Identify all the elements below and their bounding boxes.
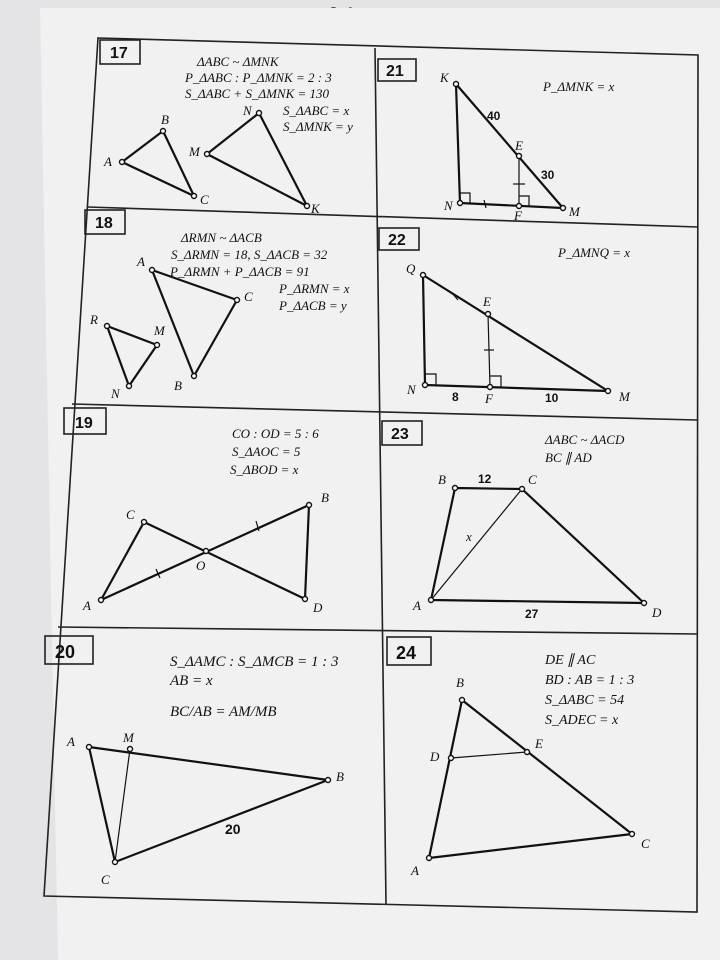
vertex-label: A — [137, 254, 145, 269]
problem-number: 19 — [75, 415, 93, 432]
vertex-label: E — [483, 294, 491, 309]
vertex-label: N — [243, 103, 252, 118]
vertex-label: R — [90, 312, 98, 327]
vertex-label: C — [528, 472, 537, 487]
statement-line: ΔABC ~ ΔMNK — [197, 54, 279, 69]
vertex-label: D — [652, 605, 662, 620]
vertex-label: F — [514, 208, 522, 223]
statement-line: S_ΔABC = x — [283, 103, 350, 118]
statement-line: S_ΔBOD = x — [230, 462, 299, 477]
problem-number: 23 — [391, 426, 409, 443]
side-label: 8 — [452, 390, 459, 404]
vertex-label: B — [161, 112, 169, 127]
vertex-label: C — [641, 836, 650, 851]
statement-line: S_ΔRMN = 18, S_ΔACB = 32 — [171, 247, 328, 262]
vertex-label: C — [244, 289, 253, 304]
statement-line: DE ∥ AC — [545, 653, 596, 668]
vertex-label: D — [430, 749, 440, 764]
statement-line: ΔABC ~ ΔACD — [545, 432, 625, 447]
side-label: 20 — [225, 821, 241, 837]
statement-line: S_ADEC = x — [545, 713, 619, 728]
statement-line: BC/AB = AM/MB — [170, 704, 277, 720]
vertex-label: M — [619, 389, 630, 404]
vertex-label: A — [104, 154, 112, 169]
side-label: 27 — [525, 607, 539, 621]
statement-line: P_ΔABC : P_ΔMNK = 2 : 3 — [185, 70, 332, 85]
statement-line: P_ΔRMN = x — [279, 281, 350, 296]
statement-line: P_ΔMNK = x — [543, 79, 615, 94]
vertex-label: B — [336, 769, 344, 784]
side-label: 10 — [545, 391, 559, 405]
vertex-label: B — [321, 490, 329, 505]
statement-line: BD : AB = 1 : 3 — [545, 673, 635, 688]
vertex-label: M — [123, 730, 134, 745]
side-label: 40 — [487, 109, 501, 123]
vertex-label: B — [456, 675, 464, 690]
vertex-label: D — [313, 600, 323, 615]
problem-number: 17 — [110, 45, 128, 62]
problem-number: 20 — [55, 642, 76, 662]
vertex-label: N — [111, 386, 120, 401]
statement-line: S_ΔMNK = y — [283, 119, 353, 134]
vertex-label: N — [407, 382, 416, 397]
statement-line: CO : OD = 5 : 6 — [232, 426, 319, 441]
vertex-label: M — [569, 204, 580, 219]
statement-line: S_ΔAOC = 5 — [232, 444, 301, 459]
vertex-label: A — [413, 598, 421, 613]
vertex-label: A — [83, 598, 91, 613]
vertex-label: B — [438, 472, 446, 487]
side-label: x — [466, 529, 472, 544]
vertex-label: O — [196, 558, 206, 573]
problem-number: 21 — [386, 63, 404, 80]
statement-line: S_ΔABC = 54 — [545, 693, 625, 708]
vertex-label: A — [67, 734, 75, 749]
vertex-label: M — [189, 144, 200, 159]
vertex-label: C — [126, 507, 135, 522]
vertex-label: K — [440, 70, 449, 85]
side-label: 12 — [478, 472, 492, 486]
vertex-label: F — [485, 391, 493, 406]
vertex-label: A — [411, 863, 419, 878]
statement-line: P_ΔACB = y — [279, 298, 347, 313]
vertex-label: K — [311, 201, 320, 216]
side-label: 30 — [541, 168, 555, 182]
statement-line: P_ΔMNQ = x — [558, 245, 631, 260]
vertex-label: C — [101, 872, 110, 887]
statement-line: P_ΔRMN + P_ΔACB = 91 — [170, 264, 310, 279]
statement-line: AB = x — [170, 673, 213, 689]
statement-line: BC ∥ AD — [545, 450, 592, 465]
statement-line: S_ΔAMC : S_ΔMCB = 1 : 3 — [170, 654, 339, 670]
vertex-label: M — [154, 323, 165, 338]
statement-line: ΔRMN ~ ΔACB — [181, 230, 262, 245]
vertex-label: N — [444, 198, 453, 213]
vertex-label: B — [174, 378, 182, 393]
statement-line: S_ΔABC + S_ΔMNK = 130 — [185, 86, 330, 101]
problem-number: 18 — [95, 215, 113, 232]
vertex-label: E — [515, 138, 523, 153]
problem-number: 24 — [396, 643, 417, 663]
vertex-label: Q — [406, 261, 416, 276]
problem-number: 22 — [388, 232, 406, 249]
vertex-label: C — [200, 192, 209, 207]
vertex-label: E — [535, 736, 543, 751]
